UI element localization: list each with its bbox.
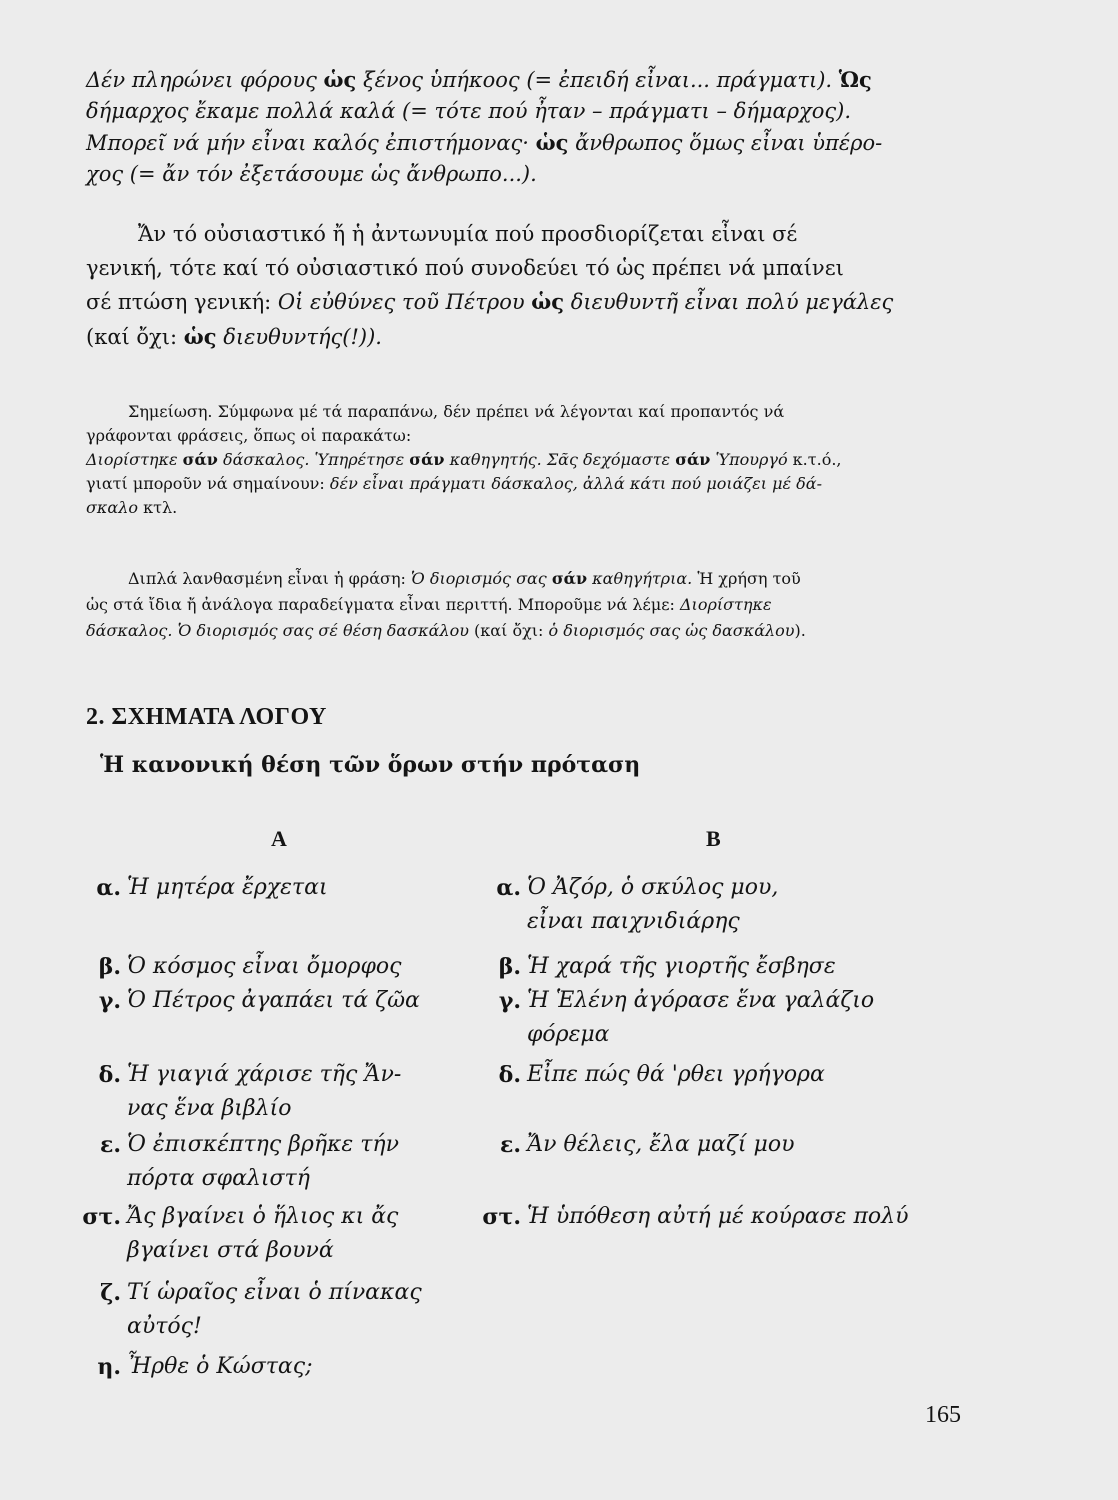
- intro-line: χος (= ἄν τόν ἐξετάσουμε ὡς ἄνθρωπο...).: [86, 162, 537, 186]
- column-a-example: στ. Ἄς βγαίνει ὁ ἥλιος κι ἄς βγαίνει στά βουνά: [82, 1204, 399, 1263]
- paragraph-line: Ἄν τό οὐσιαστικό ἤ ἡ ἀντωνυμία πού προσδιορίζεται εἶναι σέ: [138, 222, 798, 246]
- column-b-example: β. Ἡ χαρά τῆς γιορτῆς ἔσβησε: [498, 954, 836, 980]
- column-b-example: δ. Εἶπε πώς θά 'ρθει γρήγορα: [498, 1062, 825, 1088]
- column-a-example: δ. Ἡ γιαγιά χάρισε τῆς Ἄν- νας ἕνα βιβλίο: [98, 1062, 402, 1121]
- column-a-example: β. Ὁ κόσμος εἶναι ὄμορφος: [98, 954, 402, 980]
- note-line: ὡς στά ἴδια ἤ ἀνάλογα παραδείγματα εἶναι περιττή. Μποροῦμε νά λέμε: Διορίστηκε: [86, 595, 772, 614]
- paragraph-line: σέ πτώση γενική: Οἱ εὐθύνες τοῦ Πέτρου ὡς διευθυντῆ εἶναι πολύ μεγάλες: [86, 289, 894, 314]
- column-b-heading: Β: [706, 826, 721, 851]
- column-b-example: ε. Ἄν θέλεις, ἔλα μαζί μου: [499, 1132, 795, 1158]
- note-line: δάσκαλος. Ὁ διορισμός σας σέ θέση δασκάλου (καί ὄχι: ὁ διορισμός σας ὡς δασκάλου).: [86, 621, 806, 640]
- column-a-example: α. Ἡ μητέρα ἔρχεται: [96, 875, 328, 901]
- note-line: σκαλο κτλ.: [86, 498, 178, 517]
- note-paragraph: [86, 400, 966, 520]
- double-error-paragraph: [86, 566, 966, 644]
- column-a-example: γ. Ὁ Πέτρος ἀγαπάει τά ζῶα: [98, 988, 420, 1014]
- column-b-example: στ. Ἡ ὑπόθεση αὐτή μέ κούρασε πολύ: [482, 1204, 909, 1230]
- column-a-example: ε. Ὁ ἐπισκέπτης βρῆκε τήν πόρτα σφαλιστή: [99, 1132, 399, 1191]
- column-b-example: α. Ὁ Ἀζόρ, ὁ σκύλος μου, εἶναι παιχνιδιάρης: [496, 875, 779, 934]
- column-b-example: γ. Ἡ Ἑλένη ἀγόρασε ἕνα γαλάζιο φόρεμα: [498, 988, 875, 1047]
- genitive-rule-paragraph: [86, 218, 966, 354]
- paragraph-line: γενική, τότε καί τό οὐσιαστικό πού συνοδεύει τό ὡς πρέπει νά μπαίνει: [86, 255, 844, 280]
- intro-line: δήμαρχος ἔκαμε πολλά καλά (= τότε πού ἦταν – πράγματι – δήμαρχος).: [86, 99, 852, 123]
- column-a-heading: Α: [271, 826, 287, 851]
- intro-examples: [86, 64, 966, 190]
- note-line: γράφονται φράσεις, ὅπως οἱ παρακάτω:: [86, 426, 412, 445]
- section-title: 2. ΣΧΗΜΑΤΑ ΛΟΓΟΥ: [86, 704, 327, 730]
- intro-line: Μπορεῖ νά μήν εἶναι καλός ἐπιστήμονας· ὡς ἄνθρωπος ὅμως εἶναι ὑπέρο-: [86, 130, 883, 155]
- page-number: 165: [925, 1402, 961, 1428]
- paragraph-line: (καί ὄχι: ὡς διευθυντής(!)).: [86, 323, 382, 349]
- note-line: Σημείωση. Σύμφωνα μέ τά παραπάνω, δέν πρέπει νά λέγονται καί προπαντός νά: [128, 402, 785, 421]
- column-a-example: ζ. Τί ὡραῖος εἶναι ὁ πίνακας αὐτός!: [100, 1280, 422, 1339]
- section-subtitle: Ἡ κανονική θέση τῶν ὅρων στήν πρόταση: [100, 752, 641, 778]
- note-line: Διορίστηκε σάν δάσκαλος. Ὑπηρέτησε σάν καθηγητής. Σᾶς δεχόμαστε σάν Ὑπουργό κ.τ.ό.,: [86, 450, 842, 469]
- note-line: γιατί μποροῦν νά σημαίνουν: δέν εἶναι πράγματι δάσκαλος, ἀλλά κάτι πού μοιάζει μέ δά-: [86, 474, 823, 493]
- note-line: Διπλά λανθασμένη εἶναι ἡ φράση: Ὁ διορισμός σας σάν καθηγήτρια. Ἡ χρήση τοῦ: [128, 569, 801, 588]
- intro-line: Δέν πληρώνει φόρους ὡς ξένος ὑπήκοος (= ἐπειδή εἶναι... πράγματι). Ὡς: [86, 67, 872, 92]
- column-a-example: η. Ἦρθε ὁ Κώστας;: [97, 1354, 313, 1380]
